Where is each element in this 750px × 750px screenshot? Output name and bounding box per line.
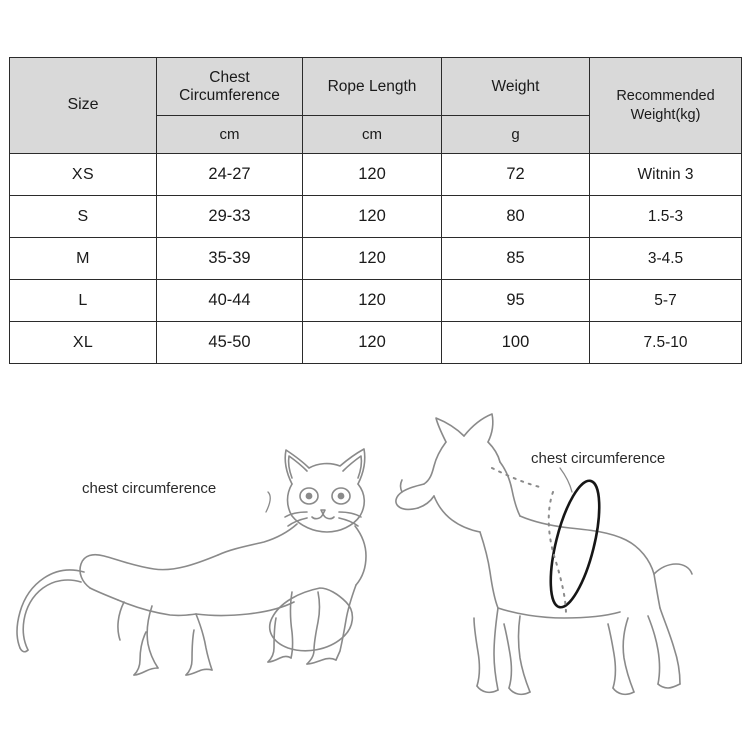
cell-weight: 72 [442, 154, 590, 196]
cell-rope: 120 [303, 280, 442, 322]
unit-header-weight-g: g [442, 116, 590, 154]
dog-chest-circumference-label: chest circumference [531, 450, 666, 467]
cell-size: M [10, 238, 157, 280]
table-row [10, 238, 742, 280]
table-body [10, 154, 742, 364]
table-header-row-titles [10, 58, 742, 116]
column-header-recommended-weight: Recommended Weight(kg) [590, 58, 742, 154]
unit-header-rope-cm: cm [303, 116, 442, 154]
cell-chest: 40-44 [157, 280, 303, 322]
table-header [10, 58, 742, 154]
column-header-rope-length: Rope Length [303, 58, 442, 116]
cell-recommended: 5-7 [590, 280, 742, 322]
cell-rope: 120 [303, 238, 442, 280]
cell-size: L [10, 280, 157, 322]
cell-rope: 120 [303, 154, 442, 196]
measurement-illustrations [0, 392, 750, 750]
cell-chest: 29-33 [157, 196, 303, 238]
cell-weight: 80 [442, 196, 590, 238]
cell-rope: 120 [303, 322, 442, 364]
cell-weight: 95 [442, 280, 590, 322]
column-header-chest-circumference: Chest Circumference [157, 58, 303, 116]
cell-recommended: 3-4.5 [590, 238, 742, 280]
cell-size: S [10, 196, 157, 238]
table-row [10, 322, 742, 364]
size-chart-table [9, 57, 742, 364]
cell-recommended: Witnin 3 [590, 154, 742, 196]
table-row [10, 280, 742, 322]
cell-size: XS [10, 154, 157, 196]
cell-weight: 100 [442, 322, 590, 364]
cell-rope: 120 [303, 196, 442, 238]
column-header-weight: Weight [442, 58, 590, 116]
table-row [10, 196, 742, 238]
cell-recommended: 7.5-10 [590, 322, 742, 364]
cat-chest-circumference-label: chest circumference [82, 480, 217, 497]
cell-recommended: 1.5-3 [590, 196, 742, 238]
cell-chest: 24-27 [157, 154, 303, 196]
illustration-svg [0, 392, 750, 750]
table-row [10, 154, 742, 196]
unit-header-chest-cm: cm [157, 116, 303, 154]
cell-size: XL [10, 322, 157, 364]
size-chart-table-container [9, 57, 741, 364]
cell-weight: 85 [442, 238, 590, 280]
cell-chest: 35-39 [157, 238, 303, 280]
cell-chest: 45-50 [157, 322, 303, 364]
column-header-size: Size [10, 58, 157, 154]
